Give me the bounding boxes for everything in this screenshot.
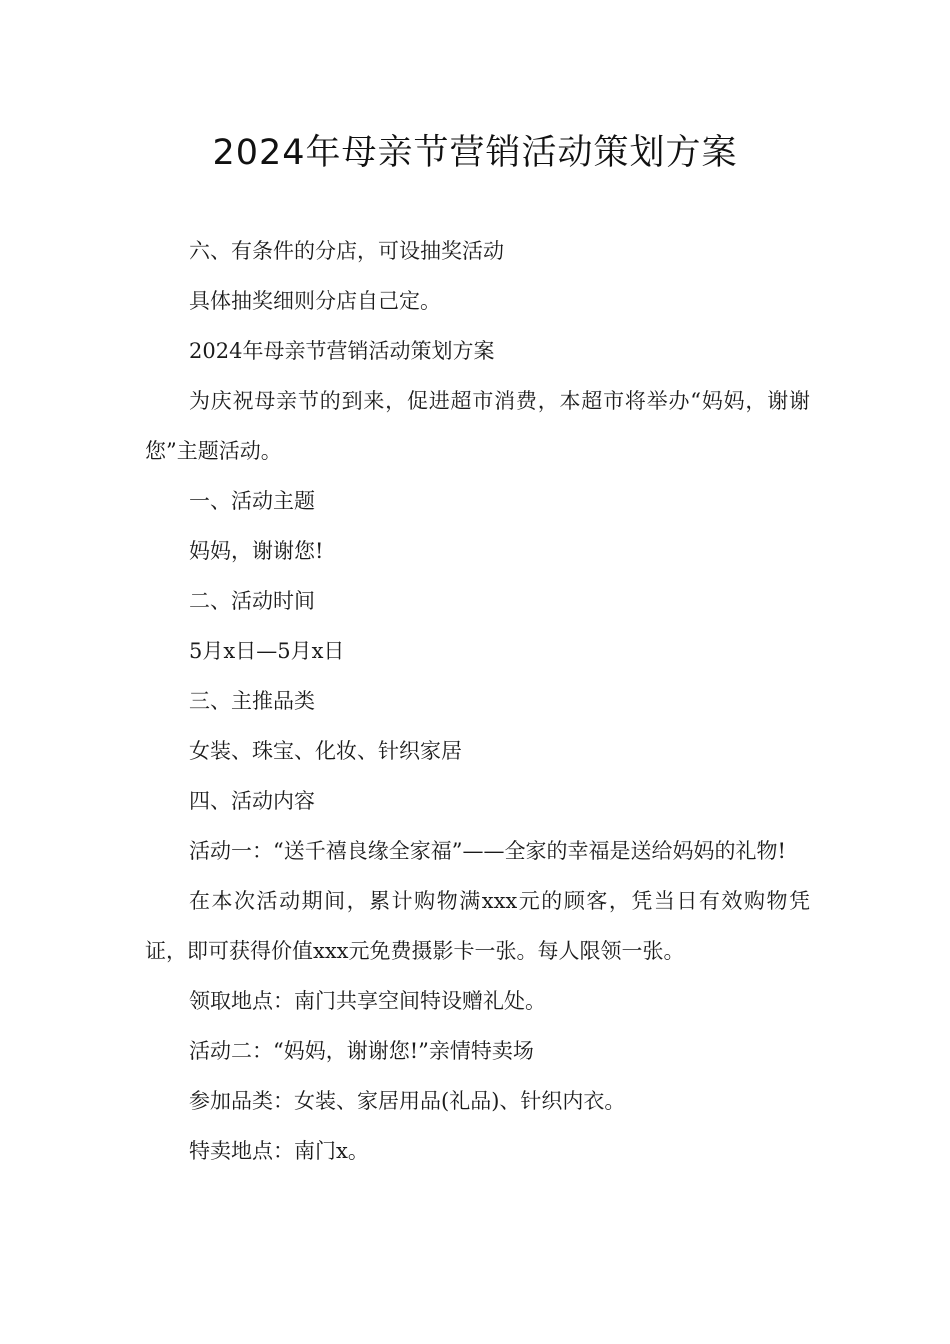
paragraph: 5月x日—5月x日 [189, 639, 345, 663]
paragraph: 活动二：“妈妈，谢谢您!”亲情特卖场 [189, 1039, 534, 1063]
paragraph: 特卖地点：南门x。 [189, 1139, 369, 1163]
document-body [145, 226, 810, 1176]
section-heading: 四、活动内容 [189, 789, 315, 813]
paragraph: 为庆祝母亲节的到来，促进超市消费，本超市将举办“妈妈，谢谢您”主题活动。 [145, 389, 810, 463]
paragraph: 女装、珠宝、化妆、针织家居 [189, 739, 462, 763]
paragraph: 领取地点：南门共享空间特设赠礼处。 [189, 989, 546, 1013]
paragraph: 具体抽奖细则分店自己定。 [189, 289, 441, 313]
section-heading: 一、活动主题 [189, 489, 315, 513]
paragraph: 参加品类：女装、家居用品(礼品)、针织内衣。 [189, 1089, 626, 1113]
section-heading: 三、主推品类 [189, 689, 315, 713]
section-heading: 二、活动时间 [189, 589, 315, 613]
paragraph: 在本次活动期间，累计购物满xxx元的顾客，凭当日有效购物凭证，即可获得价值xxx元免费摄影卡一张。每人限领一张。 [145, 889, 810, 963]
paragraph: 妈妈，谢谢您! [189, 539, 324, 563]
paragraph: 六、有条件的分店，可设抽奖活动 [189, 239, 504, 263]
paragraph: 活动一：“送千禧良缘全家福”——全家的幸福是送给妈妈的礼物! [189, 839, 786, 863]
document-title: 2024年母亲节营销活动策划方案 [212, 133, 738, 173]
paragraph: 2024年母亲节营销活动策划方案 [189, 339, 495, 363]
